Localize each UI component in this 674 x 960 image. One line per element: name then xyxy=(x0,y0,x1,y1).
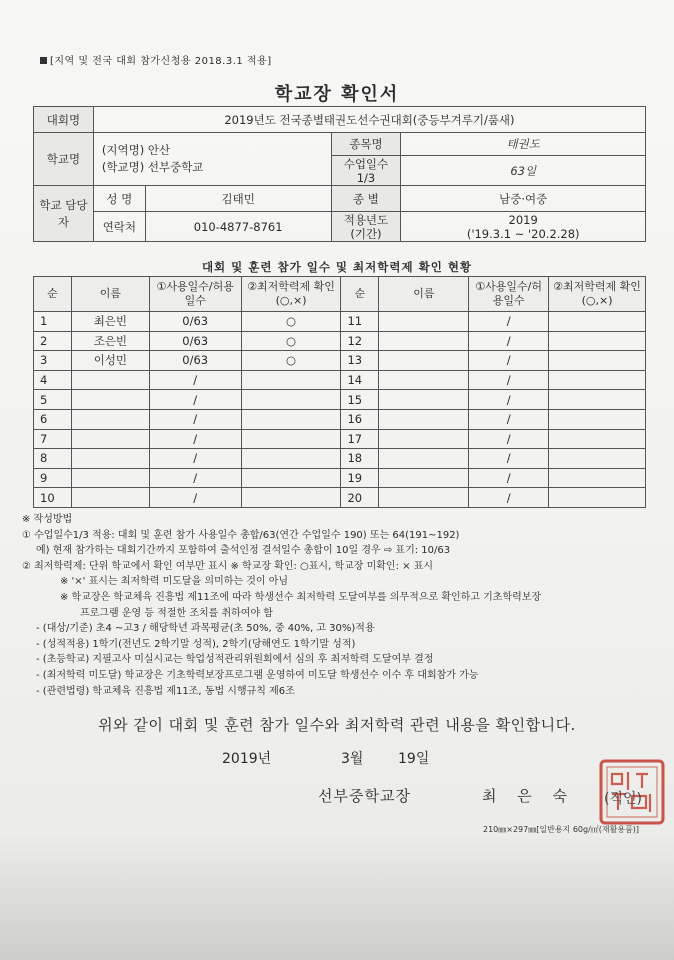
row-number: 3 xyxy=(34,351,72,371)
min-grade-check xyxy=(549,449,646,469)
min-grade-check xyxy=(549,351,646,371)
instructions xyxy=(22,512,652,699)
year-value: 2019 xyxy=(508,212,538,227)
note-line: 예) 현재 참가하는 대회기간까지 포함하여 출석인정 결석일수 총합이 10일 경우 ⇨ 표기: 10/63 xyxy=(36,545,451,557)
note-line: - (성적적용) 1학기(전년도 2학기말 성적), 2학기(당해연도 1학기말 성적) xyxy=(36,638,356,650)
table-row xyxy=(34,488,646,508)
row-number: 19 xyxy=(341,468,379,488)
confirmation-statement: 위와 같이 대회 및 훈련 참가 일수와 최저학력 관련 내용을 확인합니다. xyxy=(98,716,576,734)
min-grade-check xyxy=(241,449,341,469)
min-grade-check xyxy=(549,429,646,449)
row-number: 12 xyxy=(341,331,379,351)
row-number: 15 xyxy=(341,390,379,410)
used-days: / xyxy=(149,449,241,469)
note-line: - (관련법령) 학교체육 진흥법 제11조, 동법 시행규칙 제6조 xyxy=(36,685,295,697)
student-name xyxy=(379,312,469,332)
paper-spec-footer: 210㎜×297㎜[일반용지 60g/㎡(재활용품)] xyxy=(483,825,640,834)
used-days: / xyxy=(469,370,549,390)
row-number: 8 xyxy=(34,449,72,469)
region-name: (지역명) 안산 xyxy=(101,143,171,157)
student-name xyxy=(379,468,469,488)
note-line: - (대상/기준) 초4 ~고3 / 해당학년 과목평균(초 50%, 중 40%, 고 30%)적용 xyxy=(36,623,375,635)
used-days: / xyxy=(149,429,241,449)
used-days: / xyxy=(469,390,549,410)
table-row xyxy=(34,429,646,449)
contact-label: 학교 담당자 xyxy=(34,186,94,242)
student-name: 최은빈 xyxy=(71,312,149,332)
used-days: / xyxy=(469,429,549,449)
competition-value: 2019년도 전국종별태권도선수권대회(중등부겨루기/품새) xyxy=(93,107,645,133)
used-days: / xyxy=(149,468,241,488)
col-header: ②최저학력제 확인(○,×) xyxy=(241,277,341,312)
student-name xyxy=(379,331,469,351)
used-days: / xyxy=(149,390,241,410)
used-days: / xyxy=(469,449,549,469)
note-line: 프로그램 운영 등 적절한 조치를 취하여야 함 xyxy=(80,607,273,619)
table-row xyxy=(34,468,646,488)
table-row xyxy=(34,449,646,469)
student-name xyxy=(71,390,149,410)
min-grade-check xyxy=(241,409,341,429)
gender-value: 남중·여중 xyxy=(401,186,646,212)
used-days: / xyxy=(149,409,241,429)
min-grade-check xyxy=(549,370,646,390)
table-row xyxy=(34,390,646,410)
row-number: 17 xyxy=(341,429,379,449)
note-line: ※ '×' 표시는 최저학력 미도달을 의미하는 것이 아님 xyxy=(60,576,289,588)
table-header-row xyxy=(34,277,646,312)
used-days: / xyxy=(469,351,549,371)
col-header: ①사용일수/허용일수 xyxy=(469,277,549,312)
min-grade-check: ○ xyxy=(241,312,341,332)
participation-table xyxy=(33,276,646,508)
date-day: 19일 xyxy=(398,751,430,767)
student-name xyxy=(71,409,149,429)
min-grade-check xyxy=(241,370,341,390)
student-name xyxy=(71,449,149,469)
section-title: 대회 및 훈련 참가 일수 및 최저학력제 확인 현황 xyxy=(201,260,473,274)
gender-label: 종 별 xyxy=(331,186,401,212)
student-name xyxy=(379,351,469,371)
min-grade-check xyxy=(549,409,646,429)
row-number: 11 xyxy=(341,312,379,332)
min-grade-check xyxy=(241,390,341,410)
row-number: 10 xyxy=(34,488,72,508)
row-number: 4 xyxy=(34,370,72,390)
used-days: / xyxy=(469,409,549,429)
min-grade-check xyxy=(549,390,646,410)
student-name xyxy=(379,370,469,390)
row-number: 1 xyxy=(34,312,72,332)
note-line: ① 수업일수1/3 적용: 대회 및 훈련 참가 사용일수 총합/63(연간 수업일수 190) 또는 64(191~192) xyxy=(22,529,460,541)
info-table xyxy=(33,106,646,242)
student-name xyxy=(71,468,149,488)
student-name xyxy=(71,370,149,390)
min-grade-check: ○ xyxy=(241,351,341,371)
school-label: 학교명 xyxy=(34,133,94,186)
col-header: ②최저학력제 확인(○,×) xyxy=(549,277,646,312)
student-name: 조은빈 xyxy=(71,331,149,351)
table-row xyxy=(34,370,646,390)
student-name: 이성민 xyxy=(71,351,149,371)
document-title: 학교장 확인서 xyxy=(274,84,400,105)
note-line: - (최저학력 미도달) 학교장은 기초학력보장프로그램 운영하여 미도달 학생선수 이수 후 대회참가 가능 xyxy=(36,669,479,681)
student-name xyxy=(379,429,469,449)
student-name xyxy=(379,390,469,410)
col-header: ①사용일수/허용일수 xyxy=(149,277,241,312)
row-number: 13 xyxy=(341,351,379,371)
note-line: ※ 학교장은 학교체육 진흥법 제11조에 따라 학생선수 최저학력 도달여부를 의무적으로 확인하고 기초학력보장 xyxy=(60,591,542,603)
used-days: / xyxy=(469,331,549,351)
row-number: 18 xyxy=(341,449,379,469)
note-line: - (초등학교) 지필고사 미실시교는 학업성적관리위원회에서 심의 후 최저학력 도달여부 결정 xyxy=(36,654,434,666)
min-grade-check xyxy=(241,429,341,449)
row-number: 7 xyxy=(34,429,72,449)
used-days: / xyxy=(469,312,549,332)
min-grade-check xyxy=(549,488,646,508)
event-value: 태권도 xyxy=(401,133,646,156)
student-name xyxy=(379,488,469,508)
table-row xyxy=(34,312,646,332)
used-days: / xyxy=(149,488,241,508)
name-value: 김태민 xyxy=(145,186,331,212)
row-number: 16 xyxy=(341,409,379,429)
year-label: 적용년도 (기간) xyxy=(331,212,401,242)
name-label: 성 명 xyxy=(93,186,145,212)
table-row xyxy=(34,331,646,351)
used-days: / xyxy=(469,468,549,488)
used-days: 0/63 xyxy=(149,312,241,332)
square-bullet-icon xyxy=(40,57,47,64)
seal-label: (직인) xyxy=(604,791,642,807)
date-year: 2019년 xyxy=(222,751,272,767)
row-number: 14 xyxy=(341,370,379,390)
student-name xyxy=(379,449,469,469)
student-name xyxy=(379,409,469,429)
min-grade-check: ○ xyxy=(241,331,341,351)
min-grade-check xyxy=(241,468,341,488)
row-number: 9 xyxy=(34,468,72,488)
school-principal-title: 선부중학교장 xyxy=(318,787,411,805)
used-days: / xyxy=(469,488,549,508)
min-grade-check xyxy=(549,468,646,488)
row-number: 5 xyxy=(34,390,72,410)
row-number: 6 xyxy=(34,409,72,429)
used-days: / xyxy=(149,370,241,390)
table-row xyxy=(34,351,646,371)
used-days: 0/63 xyxy=(149,331,241,351)
min-grade-check xyxy=(241,488,341,508)
min-grade-check xyxy=(549,331,646,351)
school-value xyxy=(93,133,331,186)
student-name xyxy=(71,429,149,449)
col-header: 이름 xyxy=(71,277,149,312)
date-month: 3월 xyxy=(341,751,364,767)
school-name: (학교명) 선부중학교 xyxy=(101,160,204,174)
col-header: 순 xyxy=(341,277,379,312)
phone-value: 010-4877-8761 xyxy=(145,212,331,242)
competition-label: 대회명 xyxy=(34,107,94,133)
class-days-value: 63일 xyxy=(401,156,646,186)
header-note: [지역 및 전국 대회 참가신청용 2018.3.1 적용] xyxy=(40,52,272,67)
note-line: ※ 작성방법 xyxy=(22,514,73,525)
event-label: 종목명 xyxy=(331,133,401,156)
min-grade-check xyxy=(549,312,646,332)
col-header: 이름 xyxy=(379,277,469,312)
phone-label: 연락처 xyxy=(93,212,145,242)
student-name xyxy=(71,488,149,508)
year-cell xyxy=(401,212,646,242)
note-line: ② 최저학력제: 단위 학교에서 확인 여부만 표시 ※ 학교장 확인: ○표시, 학교장 미확인: × 표시 xyxy=(22,560,434,572)
row-number: 20 xyxy=(341,488,379,508)
principal-name: 최 은 숙 xyxy=(482,787,576,805)
period-value: ('19.3.1 ~ '20.2.28) xyxy=(466,226,580,241)
row-number: 2 xyxy=(34,331,72,351)
used-days: 0/63 xyxy=(149,351,241,371)
table-row xyxy=(34,409,646,429)
col-header: 순 xyxy=(34,277,72,312)
class-days-label: 수업일수 1/3 xyxy=(331,156,401,186)
